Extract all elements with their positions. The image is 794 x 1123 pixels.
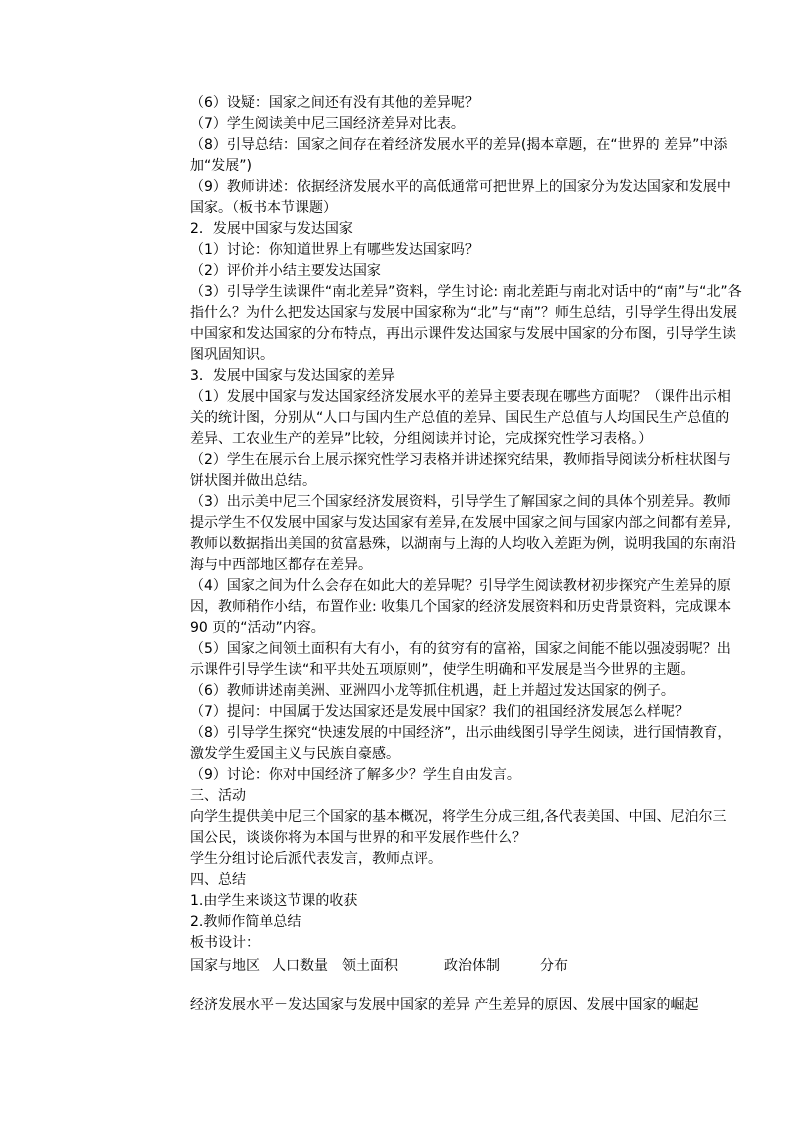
- text-line: 中国家和发达国家的分布特点，再出示课件发达国家与发展中国家的分布图，引导学生读: [190, 326, 736, 342]
- text-line: 教师以数据指出美国的贫富悬殊，以湖南与上海的人均收入差距为例，说明我国的东南沿: [190, 536, 736, 552]
- text-line: （4）国家之间为什么会存在如此大的差异呢？引导学生阅读教材初步探究产生差异的原: [190, 578, 731, 594]
- board-column-population: 人口数量: [272, 958, 328, 974]
- text-line: 因，教师稍作小结，布置作业: 收集几个国家的经济发展资料和历史背景资料，完成课本: [190, 599, 732, 615]
- text-line: 加“发展”): [190, 158, 252, 174]
- board-bottom-line: 经济发展水平－发达国家与发展中国家的差异 产生差异的原因、发展中国家的崛起: [190, 997, 699, 1013]
- board-column-distribution: 分布: [540, 958, 568, 974]
- text-line: 提示学生不仅发展中国家与发达国家有差异,在发展中国家之间与国家内部之间都有差异,: [190, 515, 731, 531]
- text-line: （3）出示美中尼三个国家经济发展资料，引导学生了解国家之间的具体个别差异。教师: [190, 494, 731, 510]
- text-line: （7）提问：中国属于发达国家还是发展中国家？我们的祖国经济发展怎么样呢？: [190, 704, 689, 720]
- text-line: （8）引导学生探究“快速发展的中国经济”，出示曲线图引导学生阅读，进行国情教育，: [190, 725, 732, 741]
- text-line: 90 页的“活动”内容。: [190, 620, 325, 636]
- text-line: （9）讨论：你对中国经济了解多少？学生自由发言。: [190, 767, 521, 783]
- board-column-region: 国家与地区: [190, 958, 260, 974]
- text-line: 饼状图并做出总结。: [190, 473, 316, 489]
- section-heading: 2．发展中国家与发达国家: [190, 221, 353, 237]
- text-line: （8）引导总结：国家之间存在着经济发展水平的差异(揭本章题，在“世界的 差异”中添: [190, 137, 728, 153]
- text-line: （5）国家之间领土面积有大有小，有的贫穷有的富裕，国家之间能不能以强凌弱呢？出: [190, 641, 731, 657]
- text-line: 差异、工农业生产的差异”比较，分组阅读并讨论，完成探究性学习表格。）: [190, 431, 653, 447]
- text-line: （2）学生在展示台上展示探究性学习表格并讲述探究结果，教师指导阅读分析柱状图与: [190, 452, 731, 468]
- text-line: （9）教师讲述：依据经济发展水平的高低通常可把世界上的国家分为发达国家和发展中: [190, 179, 731, 195]
- text-line: 学生分组讨论后派代表发言，教师点评。: [190, 851, 442, 867]
- text-line: 示课件引导学生读“和平共处五项原则”，使学生明确和平发展是当今世界的主题。: [190, 662, 695, 678]
- text-line: 国家。（板书本节课题）: [190, 200, 337, 216]
- text-line: 2.教师作简单总结: [190, 914, 302, 930]
- document-body: [190, 93, 742, 1016]
- text-line: 关的统计图，分别从“人口与国内生产总值的差异、国民生产总值与人均国民生产总值的: [190, 410, 730, 426]
- text-line: （3）引导学生读课件“南北差异”资料，学生讨论: 南北差距与南北对话中的“南”与“北”各: [190, 284, 742, 300]
- spacer: [190, 977, 720, 995]
- text-line: （6）设疑：国家之间还有没有其他的差异呢？: [190, 95, 479, 111]
- text-line: （7）学生阅读美中尼三国经济差异对比表。: [190, 116, 465, 132]
- text-line: 向学生提供美中尼三个国家的基本概况，将学生分成三组,各代表美国、中国、尼泊尔三: [190, 809, 727, 825]
- section-heading: 三、活动: [190, 788, 246, 804]
- text-line: （1）发展中国家与发达国家经济发展水平的差异主要表现在哪些方面呢？（课件出示相: [190, 389, 731, 405]
- text-line: （1）讨论：你知道世界上有哪些发达国家吗？: [190, 242, 479, 258]
- text-line: 1.由学生来谈这节课的收获: [190, 893, 358, 909]
- text-line: 海与中西部地区都存在差异。: [190, 557, 372, 573]
- text-line: 国公民，谈谈你将为本国与世界的和平发展作些什么？: [190, 830, 526, 846]
- board-column-political-system: 政治体制: [444, 958, 500, 974]
- section-heading: 3．发展中国家与发达国家的差异: [190, 368, 395, 384]
- section-heading: 四、总结: [190, 872, 246, 888]
- board-columns-row: [190, 956, 720, 977]
- text-line: （2）评价并小结主要发达国家: [190, 263, 381, 279]
- text-line: 指什么？为什么把发达国家与发展中国家称为“北”与“南”？师生总结，引导学生得出发展: [190, 305, 738, 321]
- board-design-label: 板书设计：: [190, 935, 260, 951]
- text-line: 激发学生爱国主义与民族自豪感。: [190, 746, 400, 762]
- text-line: 图巩固知识。: [190, 347, 274, 363]
- text-line: （6）教师讲述南美洲、亚洲四小龙等抓住机遇，赶上并超过发达国家的例子。: [190, 683, 675, 699]
- board-column-territory: 领土面积: [342, 958, 398, 974]
